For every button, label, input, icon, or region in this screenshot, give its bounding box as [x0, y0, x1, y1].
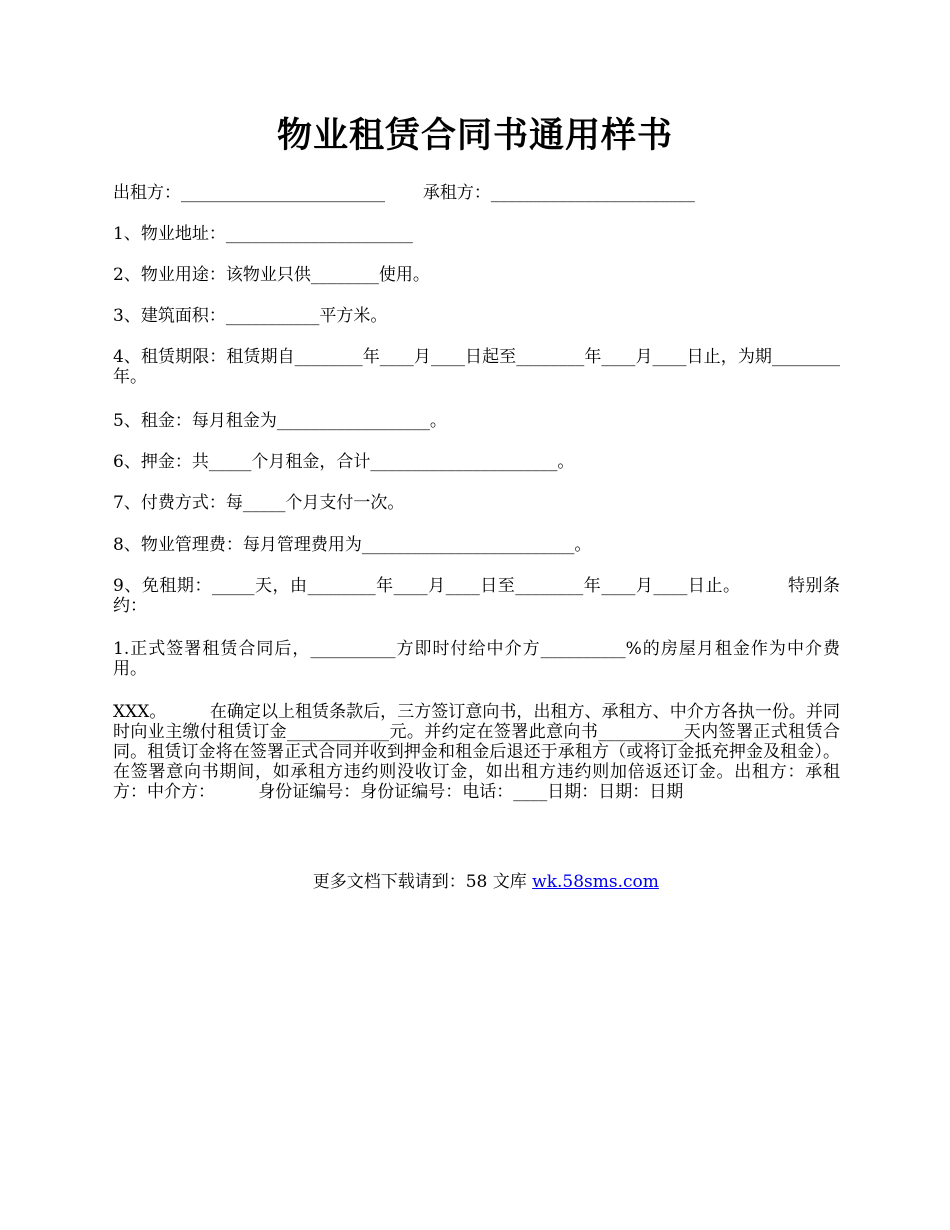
footer-download-note: [0, 852, 950, 912]
item-management-fee: 8、物业管理费：每月管理费用为_________________________。: [113, 535, 592, 555]
clause-agency-fee: 1.正式签署租赁合同后，__________方即时付给中介方__________%的房屋月租金作为中介费用。: [113, 639, 840, 679]
parties-line: 出租方：________________________ 承租方：________________________: [113, 183, 695, 203]
footer-prefix: 更多文档下载请到：58 文库: [312, 872, 533, 892]
item-deposit: 6、押金：共_____个月租金，合计______________________。: [113, 452, 575, 472]
item-payment-method: 7、付费方式：每_____个月支付一次。: [113, 493, 405, 513]
document-title: 物业租赁合同书通用样书: [276, 115, 673, 156]
item-building-area: 3、建筑面积：___________平方米。: [113, 306, 388, 326]
item-rent: 5、租金：每月租金为__________________。: [113, 411, 447, 431]
item-lease-term: 4、租赁期限：租赁期自________年____月____日起至________年____月____日止，为期________年。: [113, 347, 840, 387]
item-property-use: 2、物业用途：该物业只供________使用。: [113, 265, 430, 285]
clause-intent-agreement: XXX。 在确定以上租赁条款后，三方签订意向书，出租方、承租方、中介方各执一份。并同时向业主缴付租赁订金____________元。并约定在签署此意向书__________天内签署正式租赁合同。租赁订金将在签署正式合同并收到押金和租金后退还于承租方（或将订金抵充押金及租金）。在签署意向书期间，如承租方违约则没收订金，如出租方违约则加倍返还订金。出租方：承租方：中介方： 身份证编号：身份证编号：电话：____日期：日期：日期: [113, 702, 840, 802]
footer-link[interactable]: wk.58sms.com: [532, 872, 659, 892]
item-rent-free-period: 9、免租期：_____天，由________年____月____日至________年____月____日止。 特别条约：: [113, 576, 840, 616]
item-property-address: 1、物业地址：______________________: [113, 224, 413, 244]
